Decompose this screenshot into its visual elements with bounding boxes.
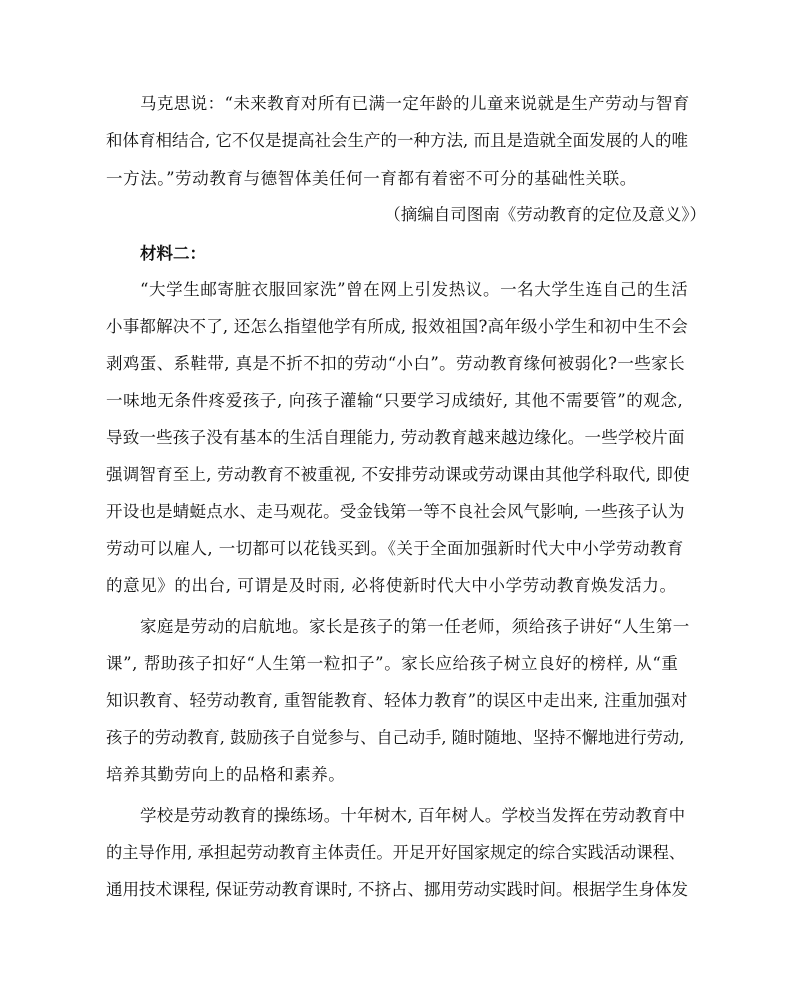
text-line: 一味地无条件疼爱孩子, 向孩子灌输“只要学习成绩好, 其他不需要管”的观念,	[106, 391, 684, 410]
text-line: 的主导作用, 承担起劳动教育主体责任。开足开好国家规定的综合实践活动课程、	[106, 843, 686, 862]
text-line: 导致一些孩子没有基本的生活自理能力, 劳动教育越来越边缘化。一些学校片面	[106, 428, 685, 447]
text-line: “大学生邮寄脏衣服回家洗”曾在网上引发热议。一名大学生连自己的生活	[140, 280, 689, 299]
text-line: 家庭是劳动的启航地。家长是孩子的第一任老师，须给孩子讲好“人生第一	[140, 617, 690, 636]
text-line: 培养其勤劳向上的品格和素养。	[106, 765, 346, 784]
text-line: 孩子的劳动教育, 鼓励孩子自觉参与、自己动手, 随时随地、坚持不懈地进行劳动,	[106, 728, 685, 747]
text-line: 一方法。”劳动教育与德智体美任何一育都有着密不可分的基础性关联。	[106, 169, 637, 188]
text-line: 剥鸡蛋、系鞋带, 真是不折不扣的劳动“小白”。劳动教育缘何被弱化?一些家长	[106, 354, 686, 373]
text-line: 开设也是蜻蜓点水、走马观花。受金钱第一等不良社会风气影响, 一些孩子认为	[106, 502, 685, 521]
text-line: 的意见》的出台, 可谓是及时雨, 必将使新时代大中小学劳动教育焕发活力。	[106, 576, 677, 595]
source-citation: （摘编自司图南《劳动教育的定位及意义》）	[384, 205, 706, 224]
section-heading: 材料二：	[140, 244, 206, 263]
text-line: 劳动可以雇人, 一切都可以花钱买到。《关于全面加强新时代大中小学劳动教育	[106, 539, 684, 558]
text-line: 课”, 帮助孩子扣好“人生第一粒扣子”。家长应给孩子树立良好的榜样, 从“重	[106, 654, 679, 673]
text-line: 强调智育至上, 劳动教育不被重视, 不安排劳动课或劳动课由其他学科取代, 即使	[106, 465, 690, 484]
text-line: 和体育相结合, 它不仅是提高社会生产的一种方法, 而且是造就全面发展的人的唯	[106, 131, 688, 150]
text-line: 小事都解决不了, 还怎么指望他学有所成, 报效祖国?高年级小学生和初中生不会	[106, 317, 688, 336]
text-line: 马克思说：“未来教育对所有已满一定年龄的儿童来说就是生产劳动与智育	[140, 94, 690, 113]
text-line: 通用技术课程, 保证劳动教育课时, 不挤占、挪用劳动实践时间。根据学生身体发	[106, 880, 688, 899]
text-line: 学校是劳动教育的操练场。十年树木, 百年树人。学校当发挥在劳动教育中	[140, 806, 686, 825]
text-line: 知识教育、轻劳动教育, 重智能教育、轻体力教育”的误区中走出来, 注重加强对	[106, 691, 688, 710]
